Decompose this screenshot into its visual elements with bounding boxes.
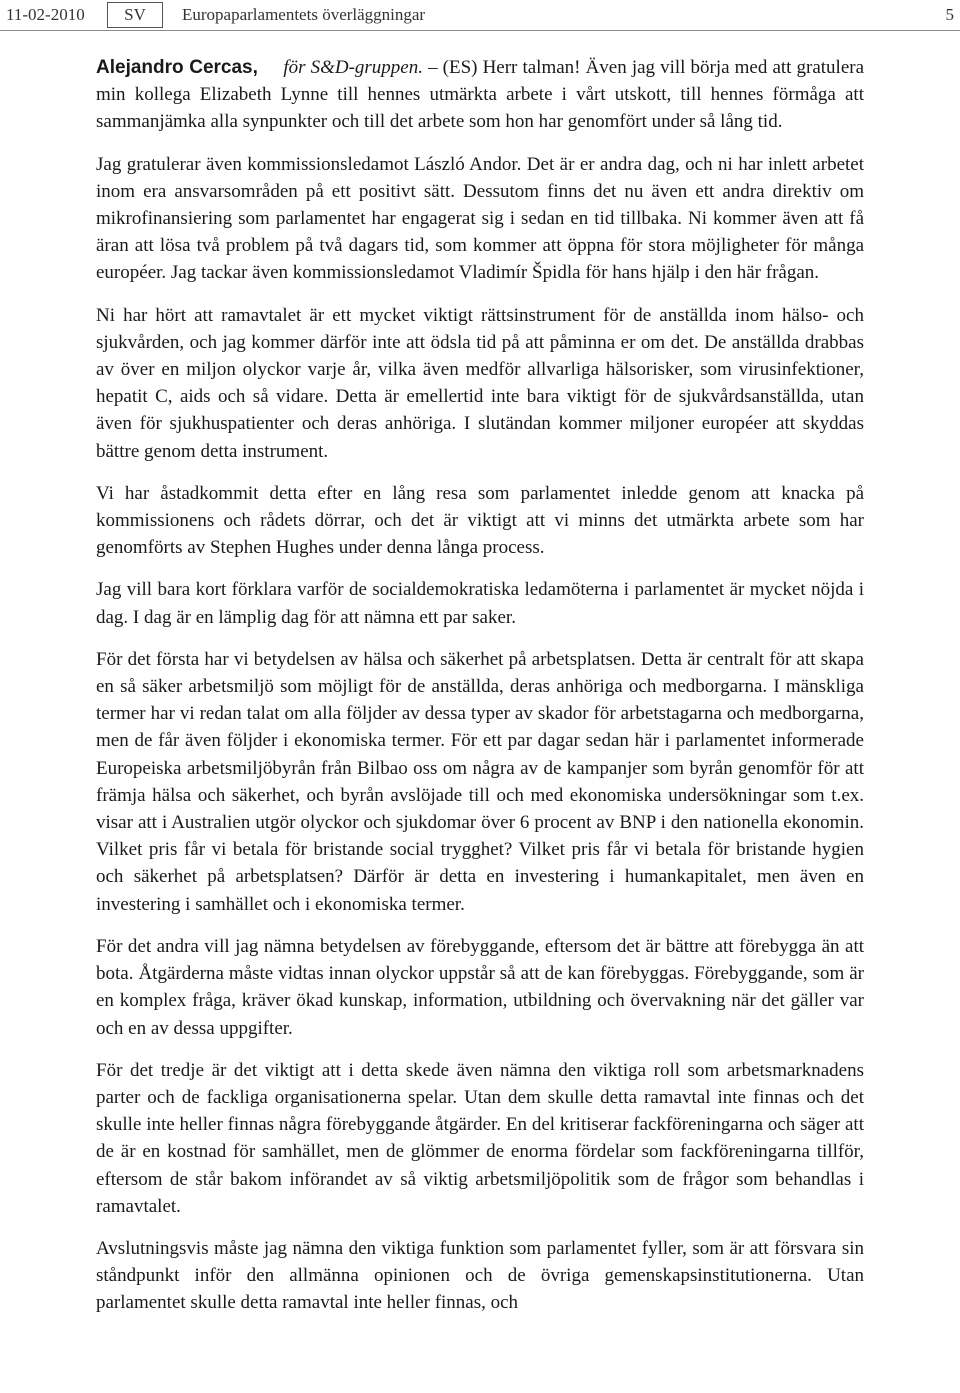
speech-paragraph: Avslutningsvis måste jag nämna den viktiga funktion som parlamentet fyller, som är att försvara sin ståndpunkt inför den allmänna opinionen och de övriga gemenskapsinstitutionerna. Utan parlamentet skulle detta ramavtal inte heller finnas, och: [96, 1237, 864, 1314]
speech-paragraph: Jag vill bara kort förklara varför de socialdemokratiska ledamöterna i parlamentet är mycket nöjda i dag. I dag är en lämplig dag för att nämna ett par saker.: [96, 579, 864, 628]
speech-paragraph: Ni har hört att ramavtalet är ett mycket viktigt rättsinstrument för de anställda inom hälso- och sjukvården, och jag kommer därför inte att ödsla tid på att påminna er om det. De anställda drabbas av över en miljon olyckor varje år, vilka även medför allvarliga hälsorisker, som virusinfektioner, hepatit C, aids och så vidare. Detta är emellertid inte bara viktigt för de sjukvårdsanställda, utan även för sjukhuspatienter och deras anhöriga. I slutändan kommer miljoner européer att skyddas bättre genom detta instrument.: [96, 304, 864, 462]
speaker-role: för S&D-gruppen.: [283, 57, 423, 78]
speaker-name: Alejandro Cercas,: [96, 57, 258, 78]
page-number: 5: [945, 5, 954, 24]
speech-intro-text: Herr talman! Även jag vill börja med att gratulera min kollega Elizabeth Lynne till hennes utmärkta arbete i vårt utskott, till hennes förmåga att sammanjämka alla synpunkter och till det arbete som hon har genomfört under så lång tid.: [96, 57, 865, 133]
language-badge: SV: [107, 2, 163, 28]
speech-paragraph: För det första har vi betydelsen av hälsa och säkerhet på arbetsplatsen. Detta är centralt för att skapa en så säker arbetsmiljö som möjligt för de anställda, deras anhöriga och medborgarna. I mänskliga termer har vi redan talat om alla följder av dessa typer av skador för arbetstagarna och medborgarna, men de får även följder i ekonomiska termer. För ett par dagar sedan här i parlamentet informerade Europeiska arbetsmiljöbyrån från Bilbao oss om några av de kampanjer som byrån genomför för att främja hälsa och säkerhet, och byrån avslöjade till och med ekonomiska undersökningar som t.ex. visar att i Australien utgör olyckor och sjukdomar över 6 procent av BNP i den nationella ekonomin. Vilket pris får vi betala för bristande social trygghet? Vilket pris får vi betala för bristande hygien och säkerhet på arbetsplatsen? Därför är detta en investering i humankapitalet, men även en investering i samhället och i ekonomiska termer.: [96, 648, 864, 915]
speech-paragraph-intro: [96, 54, 864, 136]
language-note: – (ES): [423, 57, 483, 78]
speech-paragraph: För det andra vill jag nämna betydelsen av förebyggande, eftersom det är bättre att förebygga än att bota. Åtgärderna måste vidtas innan olyckor uppstår så att de kan förebyggas. Förebyggande, som är en komplex fråga, kräver ökad kunskap, information, utbildning och övervakning när det gäller var och en av dessa uppgifter.: [96, 935, 864, 1039]
speech-body: [96, 54, 864, 1332]
header-date: 11-02-2010: [6, 5, 85, 24]
speech-paragraph: Vi har åstadkommit detta efter en lång resa som parlamentet inledde genom att knacka på kommissionens och rådets dörrar, och det är viktigt att vi minns det utmärkta arbete som har genomförts av Stephen Hughes under denna långa process.: [96, 482, 864, 559]
speech-paragraph: För det tredje är det viktigt att i detta skede även nämna den viktiga roll som arbetsmarknadens parter och de fackliga organisationerna spelar. Utan dem skulle detta ramavtal inte finnas och det skulle inte heller finnas några förebyggande åtgärder. En del kritiserar fackföreningarna och säger att de är en kostnad för samhället, men de glömmer de enorma fördelar som fackföreningarna tillför, eftersom de står bakom införandet av så viktig arbetsmiljöpolitik som de frågor som behandlas i ramavtalet.: [96, 1059, 864, 1217]
header-title: Europaparlamentets överläggningar: [182, 5, 426, 24]
speech-paragraph: Jag gratulerar även kommissionsledamot László Andor. Det är er andra dag, och ni har inlett arbetet inom era ansvarsområden på ett positivt sätt. Dessutom finns det nu även ett andra direktiv om mikrofinansiering som parlamentet har engagerat sig i sedan en tid tillbaka. Ni kommer även att få äran att lösa två problem på två dagars tid, som kommer att öppna för stora möjligheter för många européer. Jag tackar även kommissionsledamot Vladimír Špidla för hans hjälp i den här frågan.: [96, 153, 864, 284]
page-header: [0, 0, 960, 31]
